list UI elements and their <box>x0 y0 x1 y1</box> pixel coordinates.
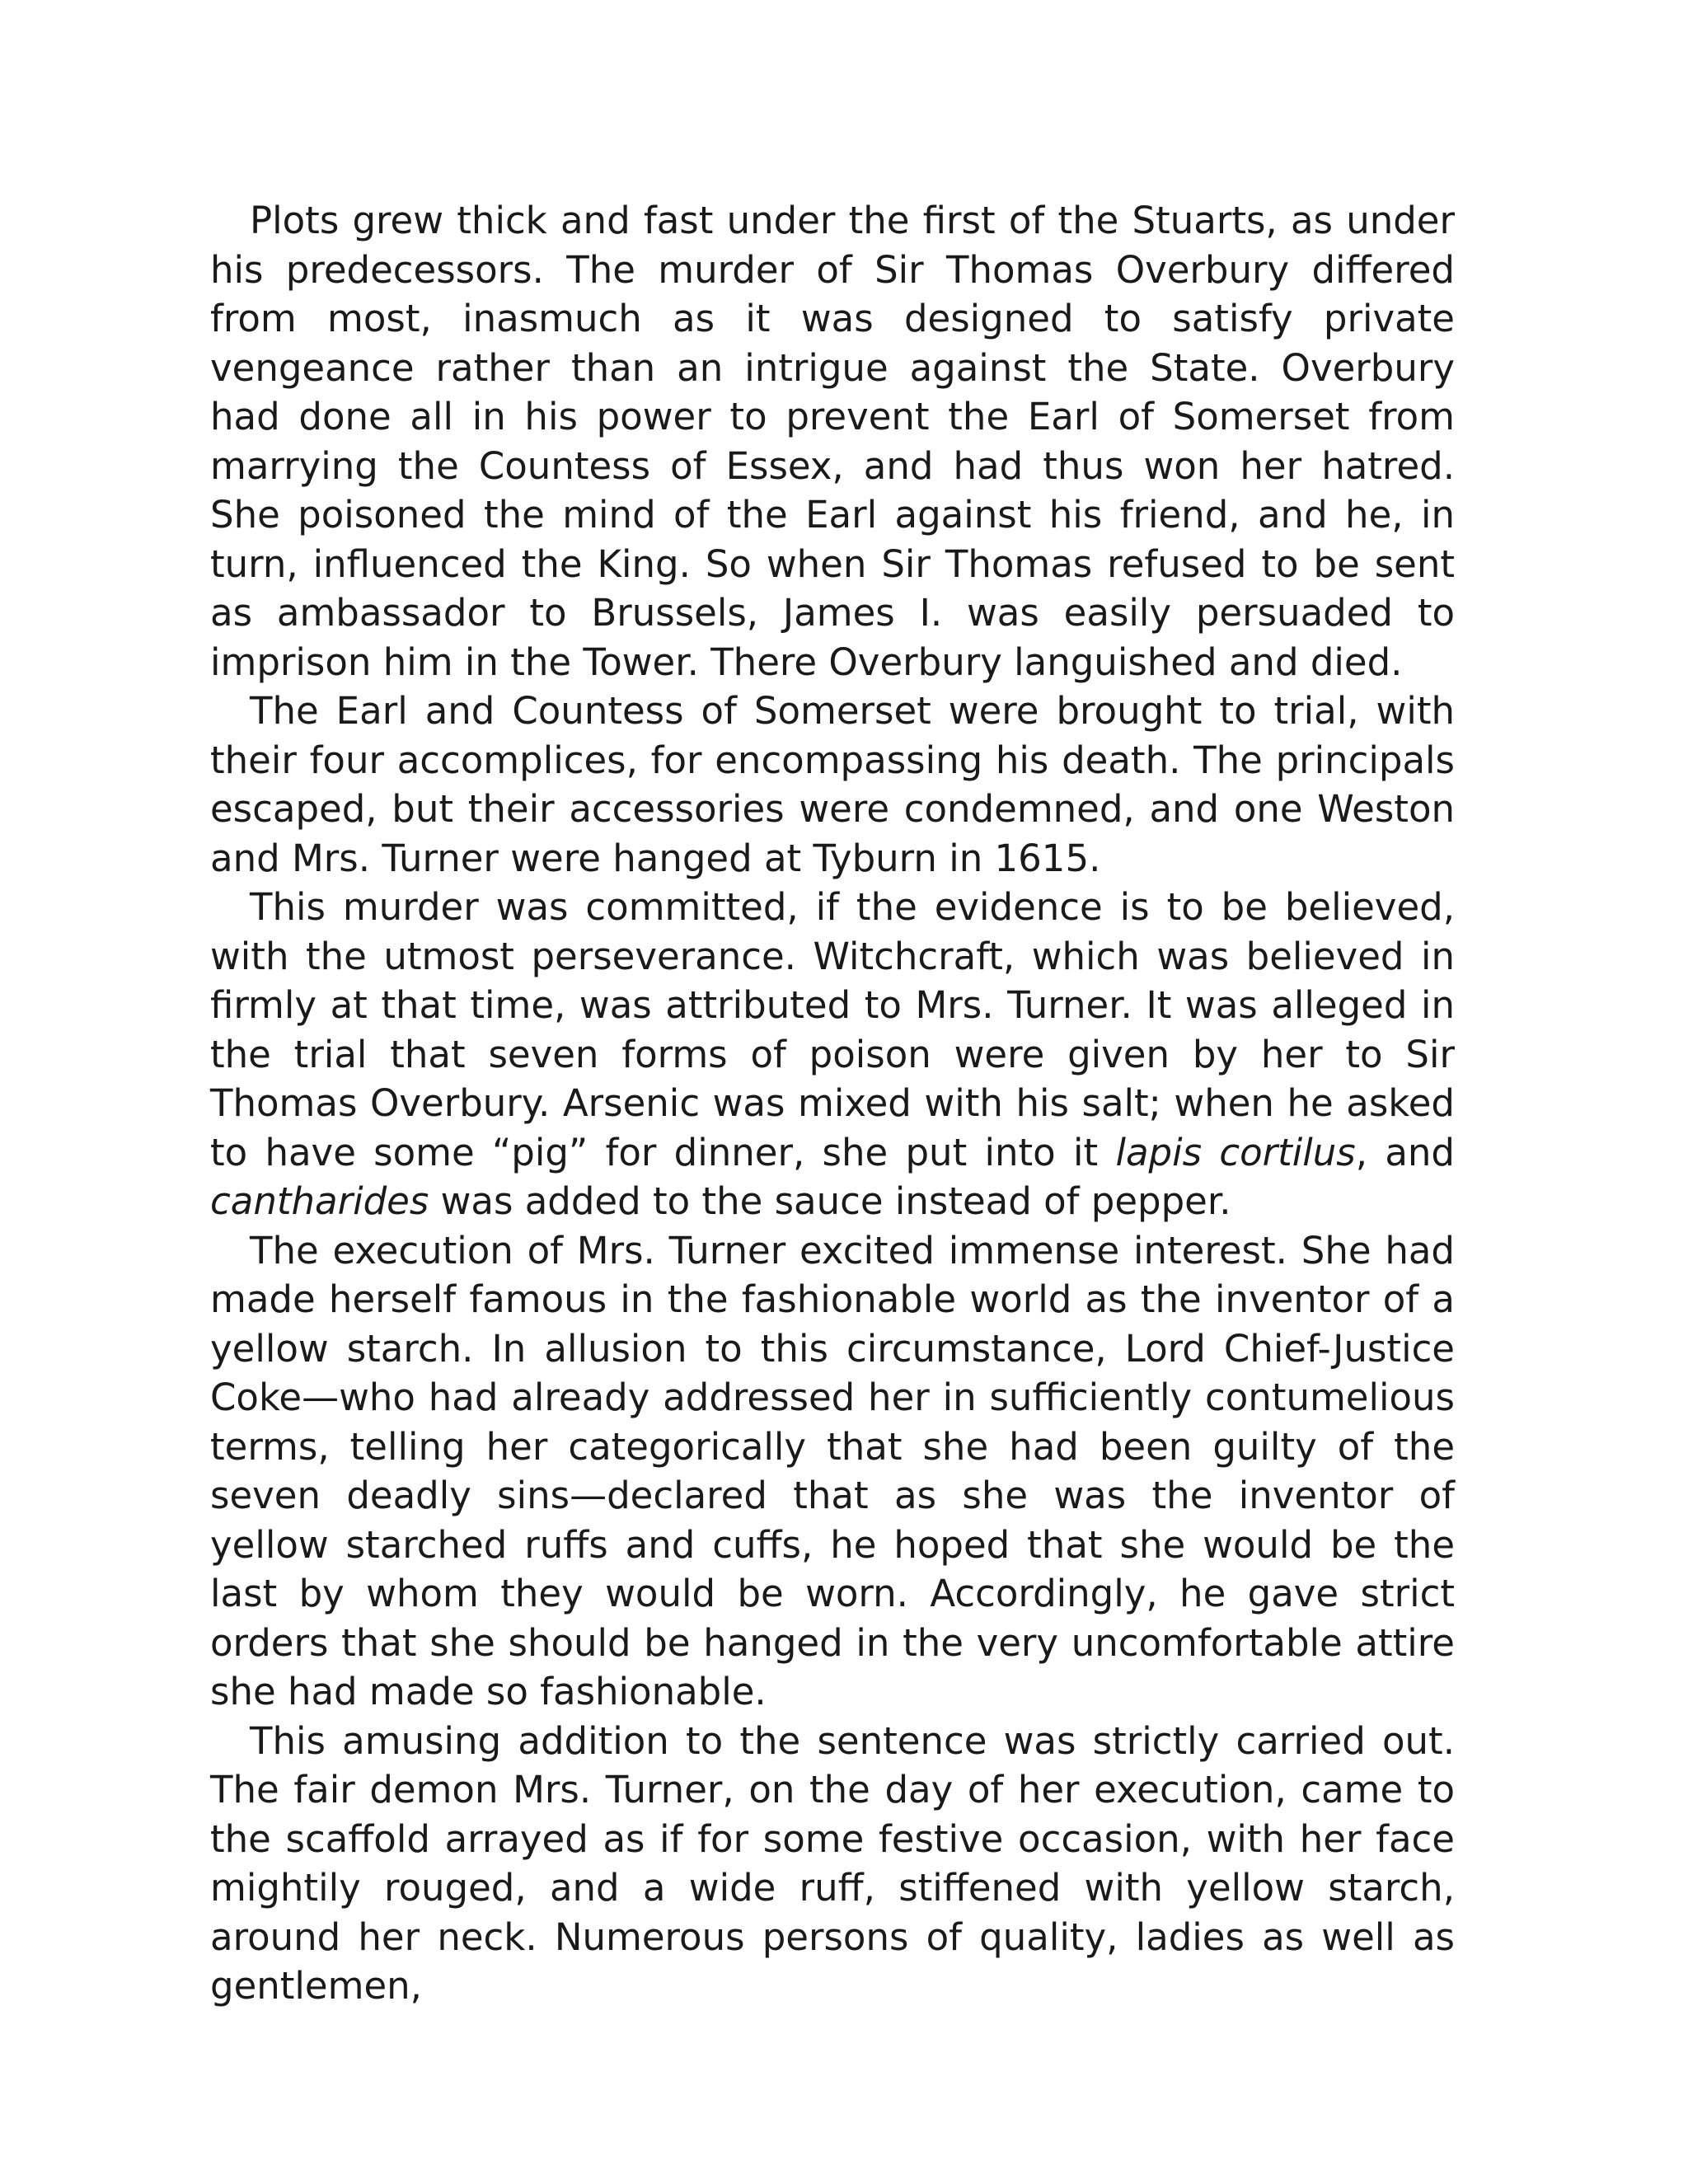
italic-cantharides: cantharides <box>210 1179 429 1223</box>
paragraph-overbury-plot: Plots grew thick and fast under the first of the Stuarts, as under his predecessors. The murder of Sir Thomas Overbury differed from most, inasmuch as it was designed to satisfy private vengeance rather than an intrigue against the State. Overbury had done all in his power to prevent the Earl of Somerset from marrying the Countess of Essex, and had thus won her hatred. She poisoned the mind of the Earl against his friend, and he, in turn, influenced the King. So when Sir Thomas refused to be sent as ambassador to Brussels, James I. was easily persuaded to imprison him in the Tower. There Overbury languished and died. <box>210 199 1455 684</box>
paragraph-execution: This amusing addition to the sentence was strictly carried out. The fair demon Mrs. Turner, on the day of her execution, came to the scaffold arrayed as if for some festive occasion, with her face mightily rouged, and a wide ruff, stiffened with yellow starch, around her neck. Numerous persons of quality, ladies as well as gentlemen, <box>210 1718 1455 2008</box>
paragraph-yellow-starch: The execution of Mrs. Turner excited immense interest. She had made herself famous in the fashionable world as the inventor of a yellow starch. In allusion to this circumstance, Lord Chief-Justice Coke—who had already addressed her in sufficiently contumelious terms, telling her categorically that she had been guilty of the seven deadly sins—declared that as she was the inventor of yellow starched ruffs and cuffs, he hoped that she would be the last by whom they would be worn. Accordingly, he gave strict orders that she should be hanged in the very uncomfortable attire she had made so fashionable. <box>210 1228 1455 1713</box>
paragraph-somerset-trial: The Earl and Countess of Somerset were brought to trial, with their four accomplices, for encompassing his death. The principals escaped, but their accessories were condemned, and one Weston and Mrs. Turner were hanged at Tyburn in 1615. <box>210 689 1455 880</box>
poison-text-part-1: This murder was committed, if the evidence is to be believed, with the utmost perseverance. Witchcraft, which was believed in firmly at that time, was attributed to Mrs. Turner. It was alleged in the trial that seven forms of poison were given by her to Sir Thomas Overbury. Arsenic was mixed with his salt; when he asked to have some “pig” for dinner, she put into it <box>210 885 1455 1174</box>
poison-text-part-3: was added to the sauce instead of pepper. <box>429 1179 1231 1223</box>
paragraph-poison-methods <box>210 883 1455 1226</box>
body-text <box>210 196 1455 2011</box>
italic-lapis-cortilus: lapis cortilus <box>1115 1130 1356 1174</box>
poison-text-part-2: , and <box>1355 1130 1455 1174</box>
